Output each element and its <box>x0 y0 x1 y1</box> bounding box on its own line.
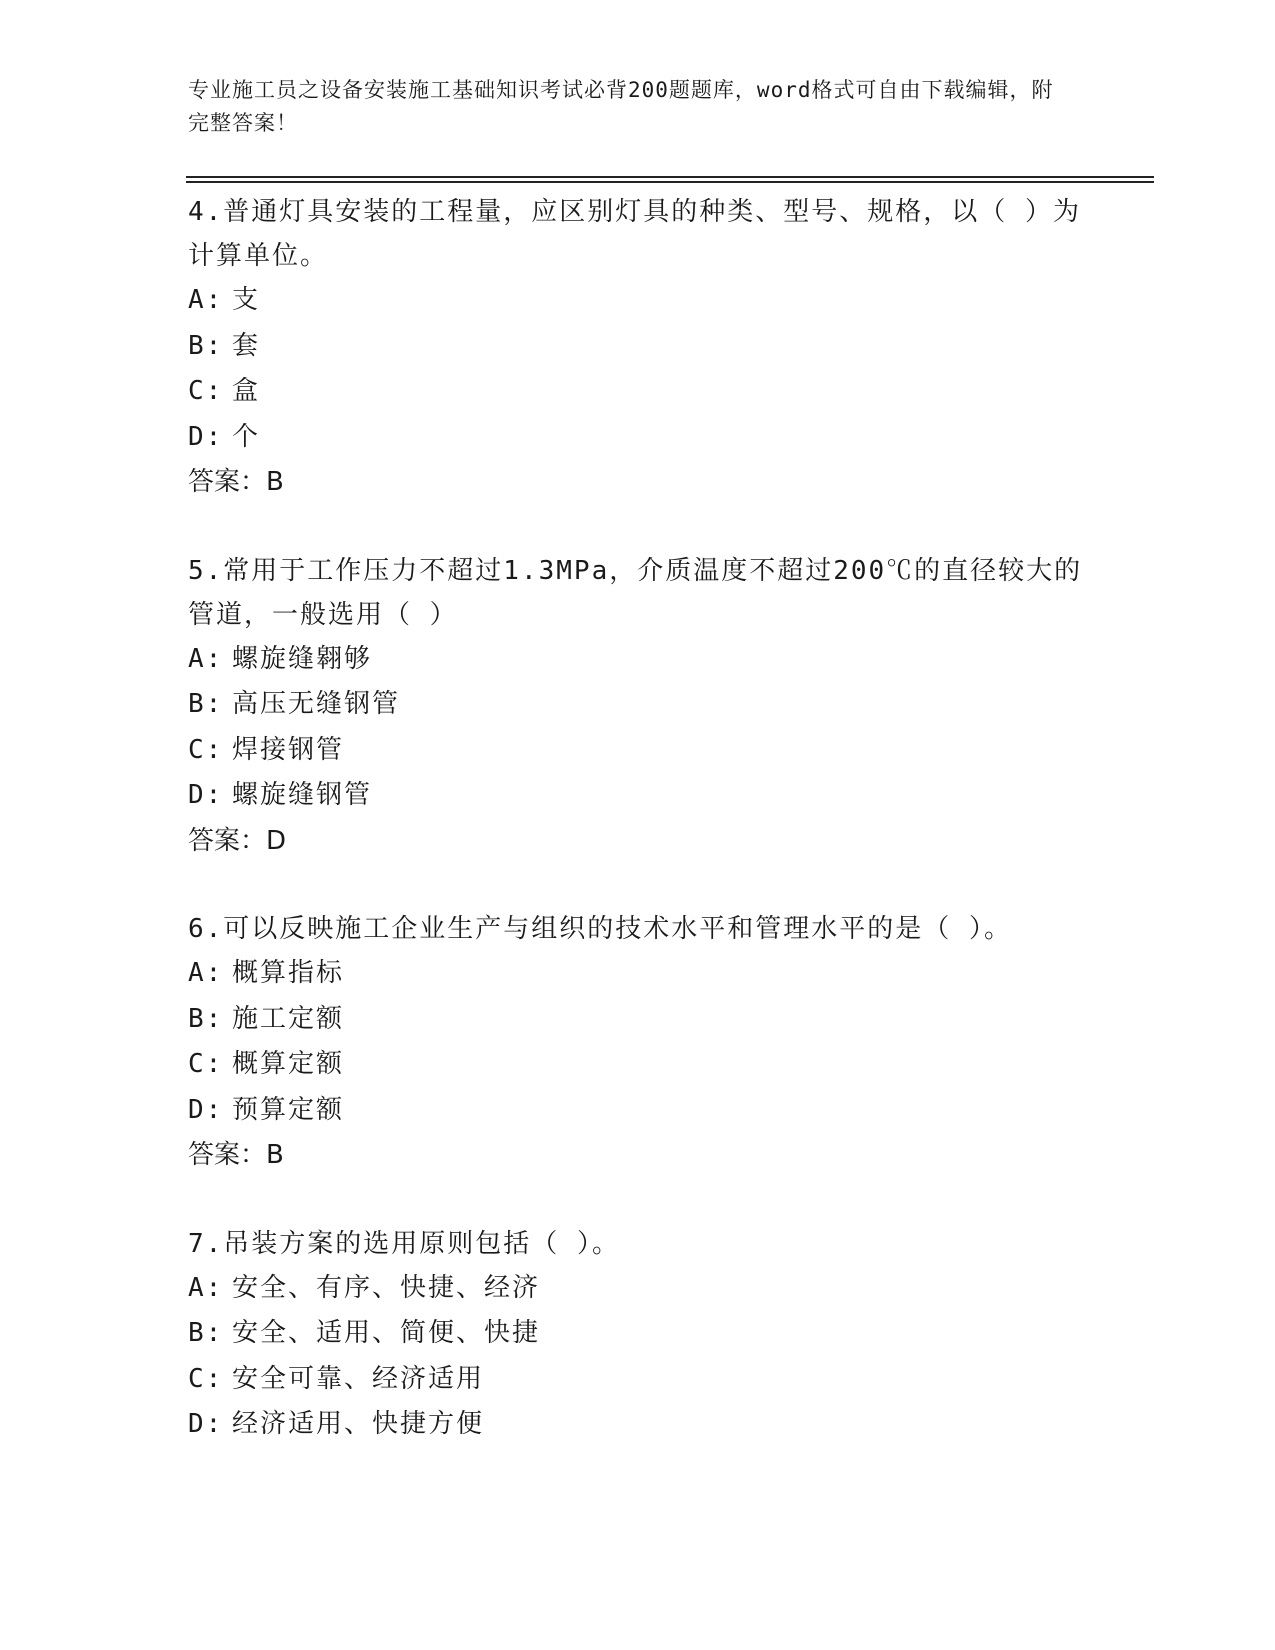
option-text: 螺旋缝钢管 <box>232 780 373 810</box>
option-letter: D: <box>188 780 224 810</box>
option-text: 支 <box>232 285 261 315</box>
question-text: 5.常用于工作压力不超过1.3MPa，介质温度不超过200℃的直径较大的管道，一般选用（ ） <box>188 555 1083 630</box>
option-text: 焊接钢管 <box>232 734 345 765</box>
document-header: 专业施工员之设备安装施工基础知识考试必背200题题库，word格式可自由下载编辑，附完整答案！ <box>188 78 1054 135</box>
option-letter: D: <box>188 421 224 452</box>
option-letter: A: <box>188 958 224 988</box>
header-divider-bottom <box>186 181 1154 183</box>
option-c <box>188 1357 1088 1403</box>
option-text: 概算指标 <box>232 958 345 988</box>
option-a <box>188 278 1088 324</box>
option-letter: C: <box>188 376 224 406</box>
option-text: 预算定额 <box>232 1094 345 1125</box>
question-item <box>188 549 1088 865</box>
option-text: 概算定额 <box>232 1049 345 1079</box>
option-letter: C: <box>188 1363 224 1394</box>
option-b <box>188 1311 1088 1357</box>
option-letter: B: <box>188 1318 224 1348</box>
option-text: 套 <box>232 330 261 361</box>
option-text: 盒 <box>232 376 261 406</box>
option-letter: A: <box>188 1272 224 1303</box>
option-text: 安全可靠、经济适用 <box>232 1363 485 1394</box>
option-text: 安全、适用、简便、快捷 <box>232 1318 541 1348</box>
option-letter: C: <box>188 1049 224 1079</box>
option-d <box>188 1088 1088 1134</box>
option-d <box>188 1402 1088 1448</box>
option-d <box>188 773 1088 819</box>
option-text: 个 <box>232 421 261 452</box>
option-letter: A: <box>188 285 224 315</box>
answer-line: 答案：D <box>188 825 287 856</box>
option-b <box>188 324 1088 370</box>
option-letter: D: <box>188 1094 224 1125</box>
question-list <box>188 190 1088 1491</box>
question-text: 4.普通灯具安装的工程量，应区别灯具的种类、型号、规格，以（ ）为计算单位。 <box>188 197 1081 271</box>
option-text: 螺旋缝翱够 <box>232 643 373 674</box>
option-c <box>188 369 1088 415</box>
option-d <box>188 415 1088 461</box>
option-letter: B: <box>188 689 224 719</box>
option-text: 安全、有序、快捷、经济 <box>232 1272 541 1303</box>
option-text: 施工定额 <box>232 1003 345 1034</box>
option-a <box>188 1266 1088 1312</box>
option-text: 高压无缝钢管 <box>232 689 401 719</box>
option-letter: B: <box>188 1003 224 1034</box>
question-item <box>188 907 1088 1179</box>
question-item <box>188 190 1088 506</box>
question-text: 7.吊装方案的选用原则包括（ ）。 <box>188 1228 620 1259</box>
option-a <box>188 637 1088 683</box>
option-b <box>188 997 1088 1043</box>
answer-line: 答案：B <box>188 1140 284 1170</box>
option-text: 经济适用、快捷方便 <box>232 1409 485 1439</box>
option-b <box>188 682 1088 728</box>
question-text: 6.可以反映施工企业生产与组织的技术水平和管理水平的是（ ）。 <box>188 914 1012 944</box>
option-a <box>188 951 1088 997</box>
option-c <box>188 1042 1088 1088</box>
header-divider-top <box>186 176 1154 178</box>
answer-line: 答案：B <box>188 467 284 497</box>
option-c <box>188 728 1088 774</box>
option-letter: C: <box>188 734 224 765</box>
option-letter: B: <box>188 330 224 361</box>
question-item <box>188 1222 1088 1448</box>
option-letter: A: <box>188 643 224 674</box>
option-letter: D: <box>188 1409 224 1439</box>
